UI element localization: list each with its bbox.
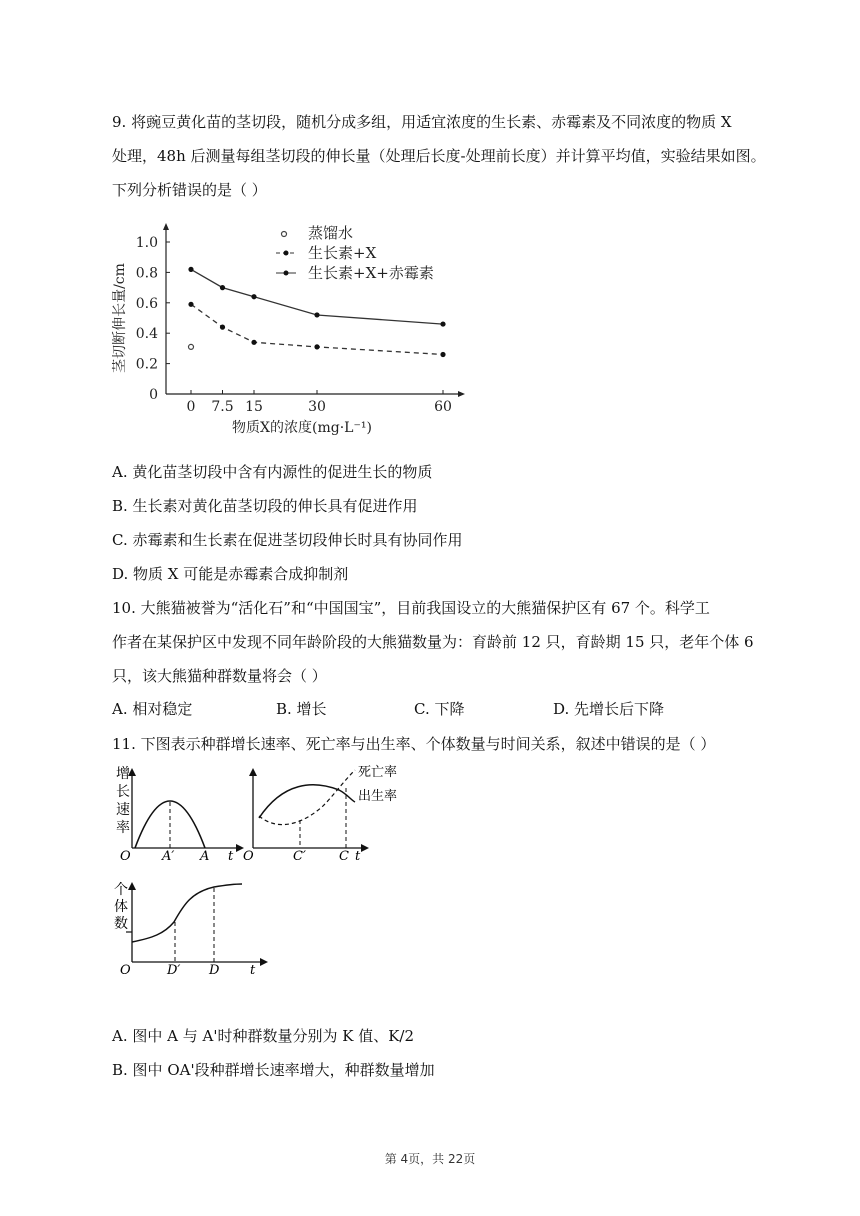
graph3-label-d: D — [209, 963, 220, 978]
q9-line-1: 9. 将豌豆黄化苗的茎切段，随机分成多组，用适宜浓度的生长素、赤霉素及不同浓度的物质 X — [112, 113, 732, 131]
q11-growth-rate-graph — [110, 764, 245, 864]
graph1-origin: O — [120, 849, 131, 864]
q10-option-c: C. 下降 — [414, 700, 465, 718]
graph3-label-t: t — [250, 963, 256, 978]
legend-marker-dot — [284, 271, 289, 276]
y-tick-label: 0.4 — [135, 326, 158, 343]
y-tick-label: 0.6 — [135, 295, 158, 312]
graph3-label-d-prime: D′ — [167, 963, 181, 978]
x-axis-label: 物质X的浓度(mg·L⁻¹) — [232, 420, 372, 436]
x-axis-arrow — [458, 391, 465, 397]
q11-birth-death-rate-graph — [243, 762, 413, 864]
q11-option-a: A. 图中 A 与 A'时种群数量分别为 K 值、K/2 — [112, 1027, 415, 1045]
data-point — [220, 285, 225, 290]
page-footer: 第 4页，共 22页 — [384, 1152, 476, 1166]
y-axis-arrow — [163, 223, 169, 230]
q9-line-chart — [110, 222, 480, 444]
legend-label: 蒸馏水 — [308, 224, 354, 242]
x-tick-label: 0 — [186, 399, 196, 415]
data-point — [251, 294, 256, 299]
data-point — [188, 302, 193, 307]
q9-line-2: 处理，48h 后测量每组茎切段的伸长量（处理后长度-处理前长度）并计算平均值，实验结果如图。 — [112, 147, 766, 165]
graph3-origin: O — [120, 963, 131, 978]
graph2-origin: O — [243, 849, 254, 864]
q10-option-b: B. 增长 — [276, 700, 327, 718]
q9-option-d: D. 物质 X 可能是赤霉素合成抑制剂 — [112, 565, 349, 583]
q11-option-b: B. 图中 OA'段种群增长速率增大，种群数量增加 — [112, 1061, 435, 1079]
graph2-death-rate-label: 死亡率 — [358, 764, 398, 779]
y-tick-label: 1.0 — [135, 235, 158, 251]
data-point-distilled-water — [189, 344, 194, 349]
graph1-label-t: t — [228, 849, 234, 864]
q9-option-a: A. 黄化苗茎切段中含有内源性的促进生长的物质 — [112, 463, 433, 481]
q9-option-b: B. 生长素对黄化苗茎切段的伸长具有促进作用 — [112, 497, 418, 515]
legend-label: 生长素+X+赤霉素 — [308, 264, 434, 282]
graph1-ylabel-3: 速 — [116, 802, 130, 818]
legend-marker-distilled-water — [282, 232, 287, 237]
graph2-label-c: C — [339, 849, 349, 864]
q10-line-2: 作者在某保护区中发现不同年龄阶段的大熊猫数量为：育龄前 12 只，育龄期 15 只，老年个体 6 — [112, 633, 754, 651]
x-tick-label: 30 — [308, 399, 326, 415]
q10-line-3: 只，该大熊猫种群数量将会（ ） — [112, 667, 327, 685]
graph3-ylabel-2: 体 — [114, 899, 128, 915]
graph1-label-a: A — [200, 849, 210, 864]
q9-option-c: C. 赤霉素和生长素在促进茎切段伸长时具有协同作用 — [112, 531, 463, 549]
q11-line-1: 11. 下图表示种群增长速率、死亡率与出生率、个体数量与时间关系，叙述中错误的是（ ） — [112, 735, 716, 753]
data-point — [188, 267, 193, 272]
x-tick-label: 60 — [434, 399, 452, 415]
legend-marker-dot — [284, 251, 289, 256]
graph2-birth-rate-label: 出生率 — [358, 788, 398, 803]
data-point — [314, 344, 319, 349]
data-point — [314, 312, 319, 317]
q11-population-size-graph — [110, 878, 270, 978]
graph2-label-t: t — [355, 849, 361, 864]
y-tick-label: 0 — [149, 387, 158, 403]
graph1-ylabel-1: 增 — [116, 766, 130, 782]
graph1-ylabel-4: 率 — [116, 820, 130, 836]
graph3-ylabel-1: 个 — [114, 882, 128, 898]
graph2-label-c-prime: C′ — [293, 849, 306, 864]
graph1-ylabel-2: 长 — [116, 784, 130, 800]
data-point — [251, 340, 256, 345]
q10-option-a: A. 相对稳定 — [112, 700, 193, 718]
data-point — [440, 352, 445, 357]
data-point — [220, 325, 225, 330]
y-tick-label: 0.2 — [135, 356, 158, 373]
q10-option-d: D. 先增长后下降 — [553, 700, 665, 718]
x-tick-label: 7.5 — [211, 399, 234, 415]
q9-line-3: 下列分析错误的是（ ） — [112, 181, 267, 199]
legend-label: 生长素+X — [308, 244, 377, 262]
data-point — [440, 321, 445, 326]
graph3-ylabel-3: 数 — [114, 916, 128, 932]
y-tick-label: 0.8 — [135, 265, 158, 282]
y-axis-label: 茎切断伸长量/cm — [112, 263, 128, 373]
graph1-label-a-prime: A′ — [162, 849, 175, 864]
x-tick-label: 15 — [245, 399, 263, 415]
q10-line-1: 10. 大熊猫被誉为“活化石”和“中国国宝”，目前我国设立的大熊猫保护区有 67 个。科学工 — [112, 599, 710, 617]
